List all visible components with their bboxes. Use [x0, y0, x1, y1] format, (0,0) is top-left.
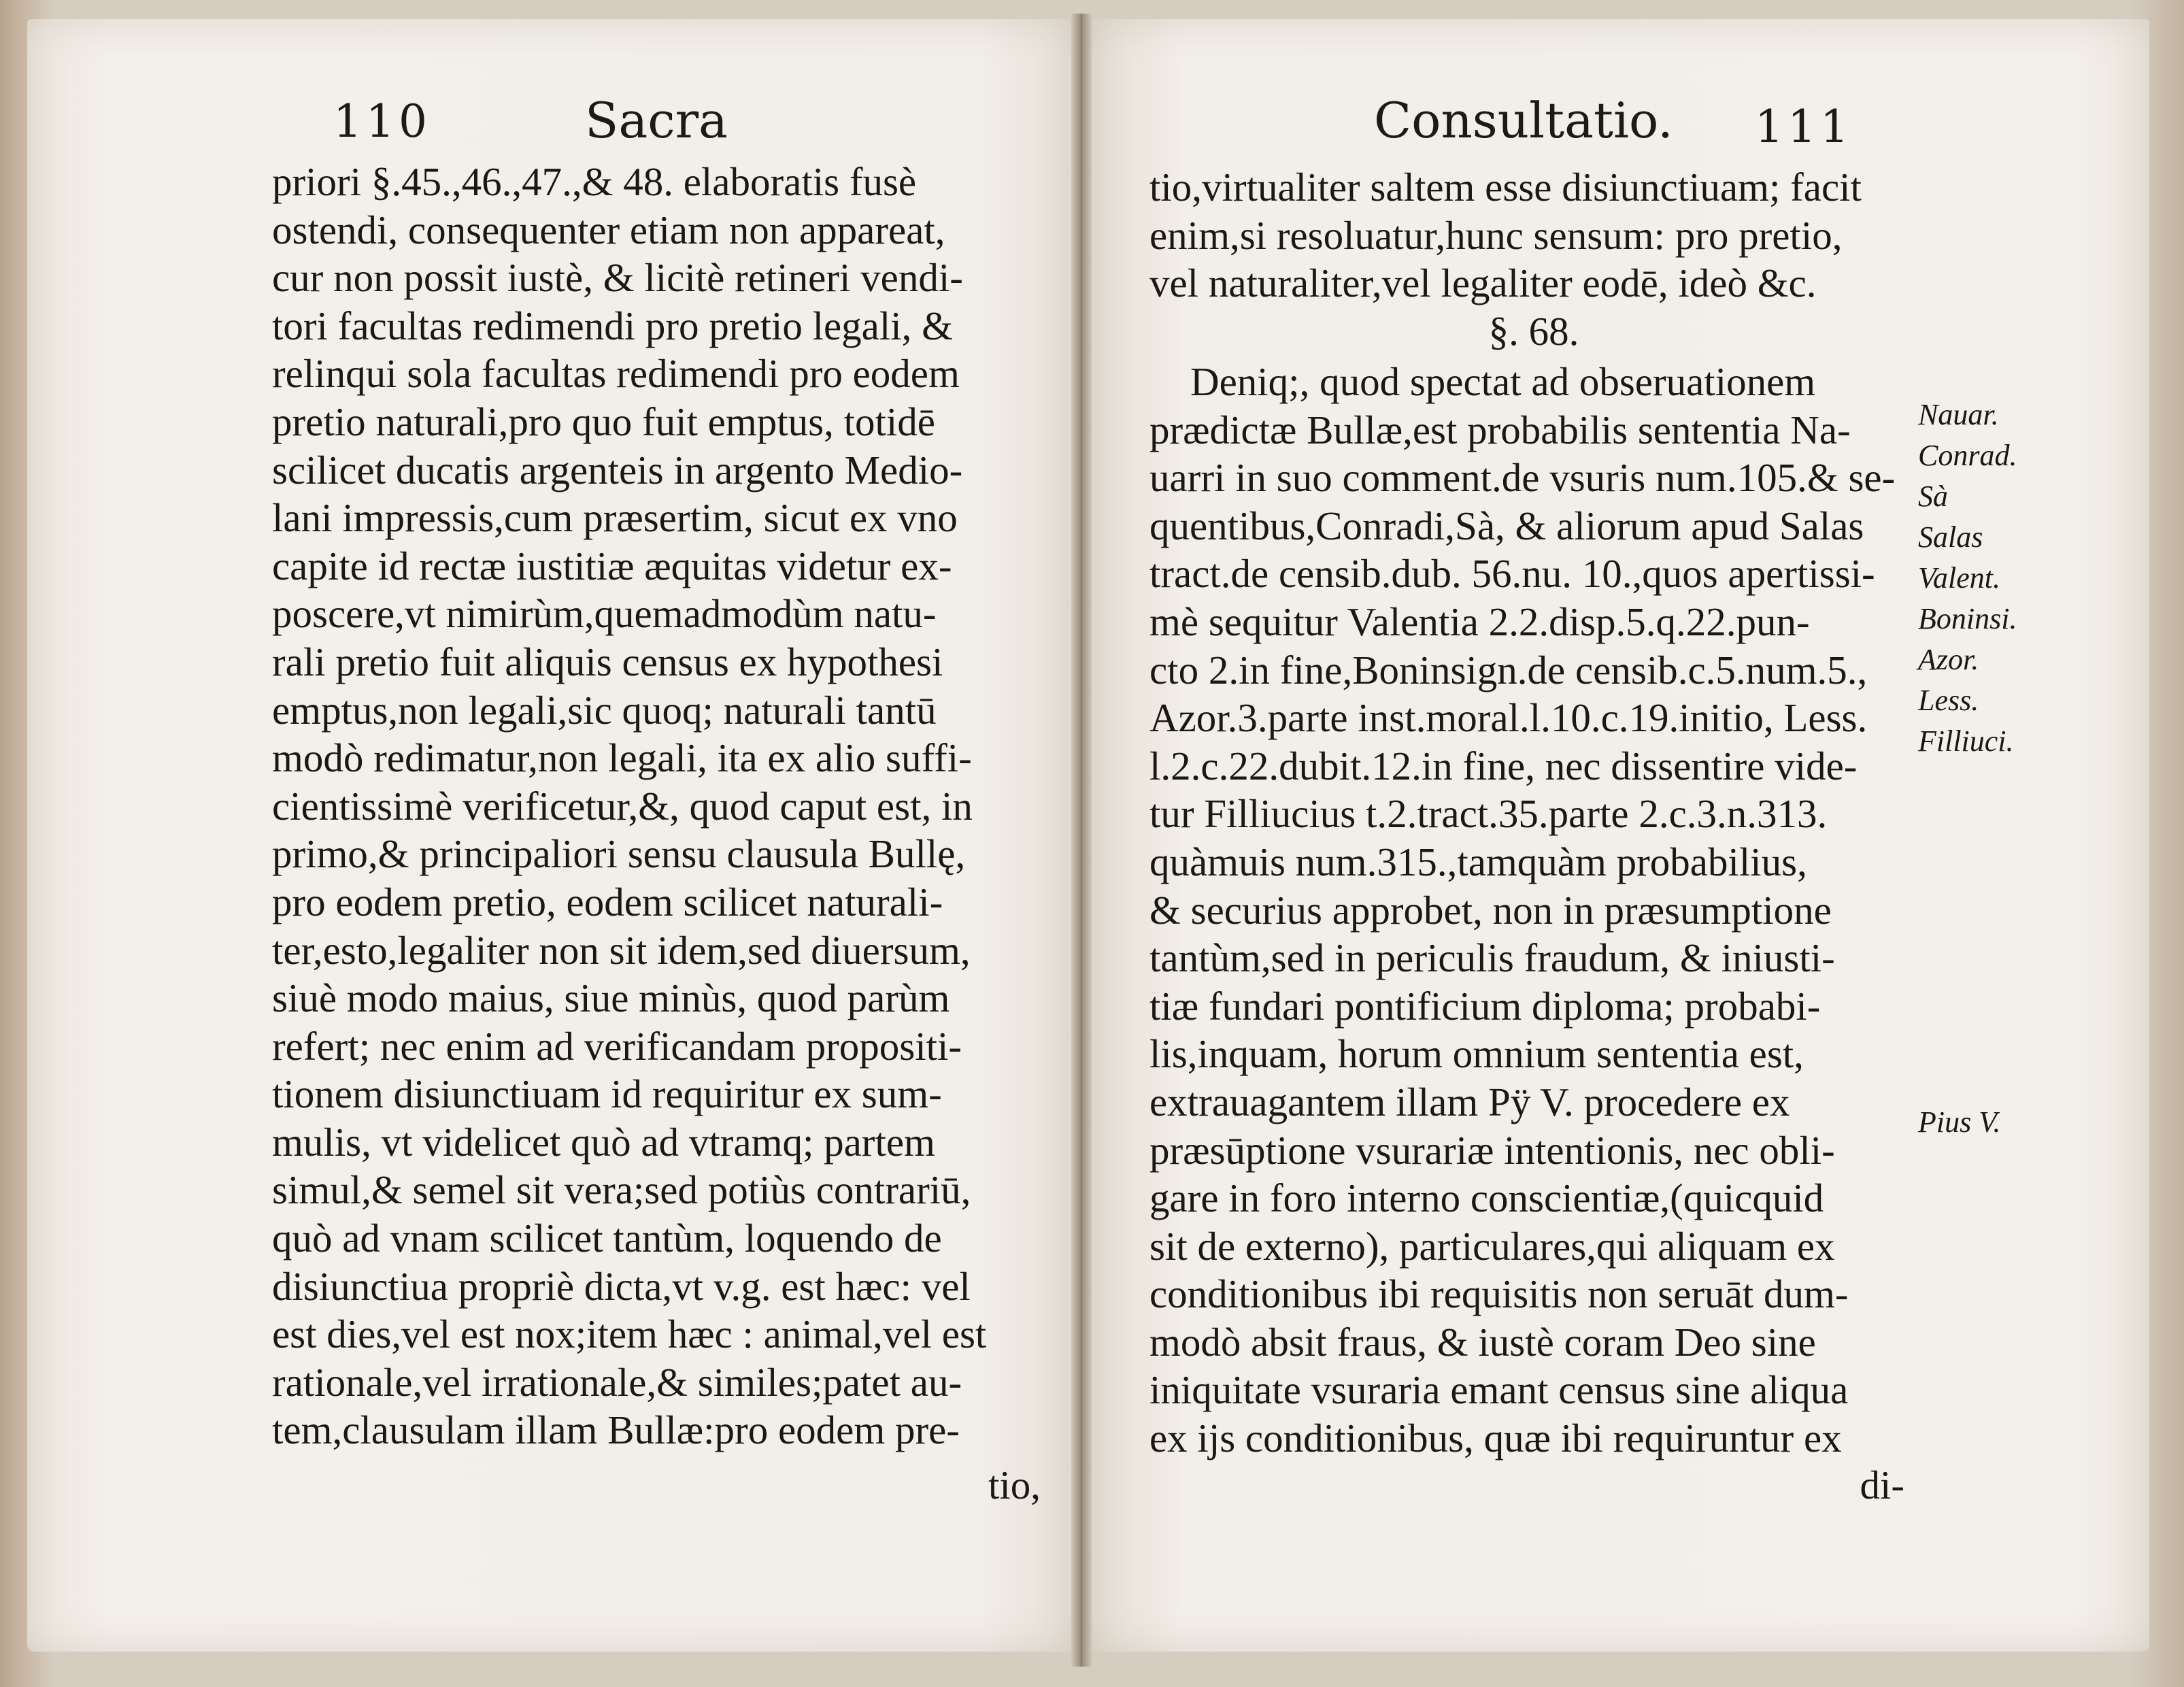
- text-line: cientissimè verificetur,&, quod caput est, in: [272, 783, 973, 829]
- text-line: disiunctiua propriè dicta,vt v.g. est hæc: vel: [272, 1263, 971, 1309]
- left-catchword: [939, 1461, 1041, 1509]
- text-line: rali pretio fuit aliquis census ex hypothesi: [272, 639, 943, 684]
- right-running-head: Consultatio.: [1374, 92, 1673, 149]
- text-line: vel naturaliter,vel legaliter eodē, ideò &c.: [1149, 261, 1817, 306]
- marginal-note: Boninsi.: [1918, 602, 2017, 635]
- text-line: prædictæ Bullæ,est probabilis sententia Na-: [1149, 407, 1851, 452]
- text-line: rationale,vel irrationale,& similes;patet au-: [272, 1359, 962, 1405]
- text-line: Azor.3.parte inst.moral.l.10.c.19.initio, Less.: [1149, 695, 1868, 741]
- marginal-note: Azor.: [1918, 643, 1979, 676]
- text-line: relinqui sola facultas redimendi pro eodem: [272, 351, 960, 397]
- text-line: cur non possit iustè, & licitè retineri vendi-: [272, 255, 963, 301]
- right-catchword: [1768, 1461, 1904, 1509]
- left-page-number: 110: [333, 95, 431, 148]
- text-line: cto 2.in fine,Boninsign.de censib.c.5.num.5.,: [1149, 647, 1868, 692]
- text-line: simul,& semel sit vera;sed potiùs contrariū,: [272, 1167, 971, 1213]
- text-line: lis,inquam, horum omnium sententia est,: [1149, 1031, 1804, 1077]
- text-line: quàmuis num.315.,tamquàm probabilius,: [1149, 839, 1807, 884]
- marginal-note: Less.: [1918, 684, 1979, 717]
- text-line: poscere,vt nimirùm,quemadmodùm natu-: [272, 591, 937, 637]
- text-line: tio,virtualiter saltem esse disiunctiuam; facit: [1149, 165, 1862, 210]
- text-line: scilicet ducatis argenteis in argento Medio-: [272, 447, 963, 492]
- text-line: l.2.c.22.dubit.12.in fine, nec dissentire vide-: [1149, 743, 1858, 788]
- text-line: emptus,non legali,sic quoq; naturali tantū: [272, 687, 937, 733]
- marginal-note: Valent.: [1918, 561, 2000, 595]
- text-line: tori facultas redimendi pro pretio legali, &: [272, 303, 954, 348]
- marginal-note: Sà: [1918, 480, 1948, 513]
- book-gutter: [1071, 14, 1092, 1667]
- marginal-note: Filliuci.: [1918, 724, 2014, 758]
- text-line: tantùm,sed in periculis fraudum, & iniusti-: [1149, 935, 1835, 981]
- left-running-head: Sacra: [585, 92, 728, 149]
- catchword-left: tio,: [988, 1463, 1041, 1507]
- text-line: modò absit fraus, & iustè coram Deo sine: [1149, 1319, 1816, 1365]
- left-page-body: [272, 158, 1054, 1454]
- text-line: extrauagantem illam Pÿ V. procedere ex: [1149, 1079, 1790, 1124]
- text-line: quò ad vnam scilicet tantùm, loquendo de: [272, 1216, 942, 1261]
- text-line: lani impressis,cum præsertim, sicut ex vno: [272, 495, 958, 541]
- text-line: siuè modo maius, siue minùs, quod parùm: [272, 975, 950, 1021]
- marginal-note: Nauar.: [1918, 398, 1999, 431]
- text-line: est dies,vel est nox;item hæc : animal,vel est: [272, 1312, 987, 1357]
- text-line: tiæ fundari pontificium diploma; probabi-: [1149, 983, 1821, 1029]
- right-page-top-lines: [1149, 163, 1918, 307]
- marginal-notes-group-1: [1918, 395, 2054, 762]
- text-line: modò redimatur,non legali, ita ex alio suffi-: [272, 735, 972, 781]
- marginal-note: Conrad.: [1918, 439, 2017, 472]
- text-line: quentibus,Conradi,Sà, & aliorum apud Salas: [1149, 503, 1864, 548]
- text-line: sit de externo), particulares,qui aliquam ex: [1149, 1223, 1835, 1269]
- text-line: tract.de censib.dub. 56.nu. 10.,quos apertissi-: [1149, 551, 1875, 597]
- text-line: priori §.45.,46.,47.,& 48. elaboratis fusè: [272, 159, 917, 204]
- section-68: §. 68.: [1488, 309, 1579, 354]
- marginal-note: Pius V.: [1918, 1105, 2001, 1139]
- text-line: & securius approbet, non in præsumptione: [1149, 887, 1832, 933]
- text-line: iniquitate vsuraria emant census sine aliqua: [1149, 1367, 1849, 1413]
- right-page-number: 111: [1755, 101, 1853, 153]
- catchword-right: di-: [1860, 1463, 1904, 1507]
- text-line: mulis, vt videlicet quò ad vtramq; partem: [272, 1119, 935, 1165]
- text-line: enim,si resoluatur,hunc sensum: pro pretio,: [1149, 212, 1843, 258]
- text-line: mè sequitur Valentia 2.2.disp.5.q.22.pun-: [1149, 599, 1810, 644]
- text-line: primo,& principaliori sensu clausula Bullę,: [272, 831, 966, 877]
- text-line: conditionibus ibi requisitis non seruāt dum-: [1149, 1271, 1849, 1317]
- marginal-note: Salas: [1918, 520, 1983, 554]
- text-line: tionem disiunctiuam id requiritur ex sum-: [272, 1071, 942, 1117]
- section-mark: [1149, 307, 1918, 356]
- text-line: capite id rectæ iustitiæ æquitas videtur ex-: [272, 543, 952, 588]
- text-line: refert; nec enim ad verificandam propositi-: [272, 1023, 962, 1069]
- right-page-body: [1149, 358, 1918, 1463]
- text-line: præsūptione vsurariæ intentionis, nec obli-: [1149, 1127, 1835, 1173]
- text-line: uarri in suo comment.de vsuris num.105.& se-: [1149, 455, 1896, 501]
- text-line: pro eodem pretio, eodem scilicet naturali-: [272, 879, 943, 924]
- text-line: ter,esto,legaliter non sit idem,sed diuersum,: [272, 927, 971, 973]
- text-line: tem,clausulam illam Bullæ:pro eodem pre-: [272, 1407, 960, 1453]
- text-line: Deniq;, quod spectat ad obseruationem: [1190, 359, 1816, 404]
- text-line: pretio naturali,pro quo fuit emptus, totidē: [272, 399, 935, 444]
- text-line: tur Filliucius t.2.tract.35.parte 2.c.3.n.313.: [1149, 791, 1828, 837]
- text-line: gare in foro interno conscientiæ,(quicquid: [1149, 1175, 1824, 1221]
- text-line: ostendi, consequenter etiam non appareat,: [272, 207, 945, 252]
- text-line: ex ijs conditionibus, quæ ibi requiruntur ex: [1149, 1416, 1842, 1461]
- marginal-notes-group-2: [1918, 1102, 2054, 1143]
